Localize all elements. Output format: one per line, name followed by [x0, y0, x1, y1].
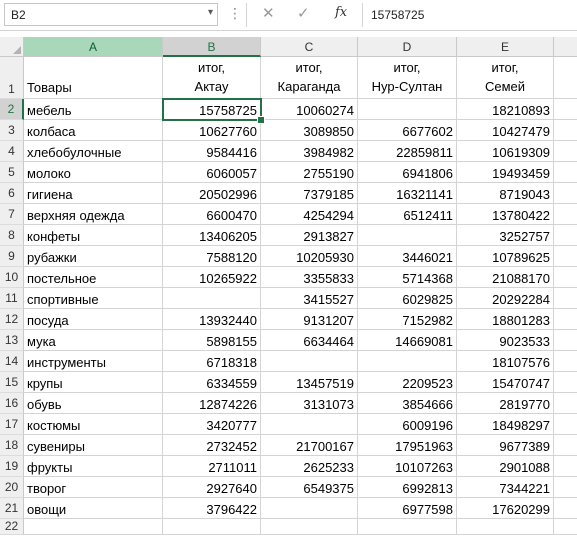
cell-f11[interactable] — [554, 288, 577, 309]
cell-value: 10619309 — [492, 145, 550, 160]
cell-value: сувениры — [27, 439, 86, 454]
chevron-down-icon[interactable]: ▾ — [207, 7, 213, 18]
cell-text-line1: итог, — [295, 60, 323, 75]
cell-b10[interactable] — [163, 267, 261, 288]
cell-c18[interactable] — [261, 435, 358, 456]
cell-d9[interactable] — [358, 246, 457, 267]
cell-e21[interactable] — [457, 498, 554, 519]
cell-value: 13457519 — [296, 376, 354, 391]
cell-value: 10265922 — [199, 271, 257, 286]
cell-c1[interactable] — [261, 57, 358, 99]
cell-e13[interactable] — [457, 330, 554, 351]
cell-d19[interactable] — [358, 456, 457, 477]
cell-e10[interactable] — [457, 267, 554, 288]
cell-value: 10107263 — [395, 460, 453, 475]
cell-e22[interactable] — [457, 519, 554, 535]
cell-c4[interactable] — [261, 141, 358, 162]
cell-b12[interactable] — [163, 309, 261, 330]
cell-d10[interactable] — [358, 267, 457, 288]
cell-value: 6334559 — [206, 376, 257, 391]
cell-e1[interactable] — [457, 57, 554, 99]
cell-value: крупы — [27, 376, 63, 391]
cell-e14[interactable] — [457, 351, 554, 372]
cell-value: 2755190 — [303, 166, 354, 181]
cell-text-line2: Нур-Султан — [371, 79, 443, 94]
cell-value: 6600470 — [206, 208, 257, 223]
cell-d12[interactable] — [358, 309, 457, 330]
cell-b1[interactable] — [163, 57, 261, 99]
cell-value: 6718318 — [206, 355, 257, 370]
cell-c17[interactable] — [261, 414, 358, 435]
select-all-corner[interactable] — [0, 37, 24, 57]
row-header[interactable]: 21 — [0, 498, 24, 519]
cell-value: 21700167 — [296, 439, 354, 454]
cell-value: 15470747 — [492, 376, 550, 391]
confirm-icon[interactable]: ✓ — [297, 5, 310, 22]
cell-value: постельное — [27, 271, 97, 286]
cell-a9[interactable] — [24, 246, 163, 267]
cell-value: гигиена — [27, 187, 73, 202]
cell-f1[interactable] — [554, 57, 577, 99]
cell-value: 18498297 — [492, 418, 550, 433]
cell-value: мука — [27, 334, 56, 349]
cell-text-line1: итог, — [393, 60, 421, 75]
cell-e16[interactable] — [457, 393, 554, 414]
cell-b6[interactable] — [163, 183, 261, 204]
cell-d14[interactable] — [358, 351, 457, 372]
cell-a3[interactable] — [24, 120, 163, 141]
cell-value: 9131207 — [303, 313, 354, 328]
cell-a14[interactable] — [24, 351, 163, 372]
cell-d21[interactable] — [358, 498, 457, 519]
cell-text-line1: итог, — [197, 60, 226, 75]
cell-value: 3355833 — [303, 271, 354, 286]
cell-b8[interactable] — [163, 225, 261, 246]
cell-f15[interactable] — [554, 372, 577, 393]
cell-value: рубажки — [27, 250, 77, 265]
cell-a10[interactable] — [24, 267, 163, 288]
cell-a8[interactable] — [24, 225, 163, 246]
cell-c6[interactable] — [261, 183, 358, 204]
cell-value: обувь — [27, 397, 62, 412]
cell-f3[interactable] — [554, 120, 577, 141]
row-header[interactable]: 3 — [0, 120, 24, 141]
cell-value: 5714368 — [402, 271, 453, 286]
cell-value: 13406205 — [199, 229, 257, 244]
cell-e7[interactable] — [457, 204, 554, 225]
cell-c2[interactable] — [261, 99, 358, 120]
cell-value: 6060057 — [206, 166, 257, 181]
cell-d22[interactable] — [358, 519, 457, 535]
row-header[interactable]: 19 — [0, 456, 24, 477]
cell-e20[interactable] — [457, 477, 554, 498]
cell-e8[interactable] — [457, 225, 554, 246]
cell-value: 5898155 — [206, 334, 257, 349]
cell-value: 10205930 — [296, 250, 354, 265]
cell-f13[interactable] — [554, 330, 577, 351]
cell-value: 21088170 — [492, 271, 550, 286]
cell-a7[interactable] — [24, 204, 163, 225]
cell-text-line2: Актау — [194, 79, 229, 94]
row-header[interactable]: 4 — [0, 141, 24, 162]
cell-e9[interactable] — [457, 246, 554, 267]
cell-value: 3131073 — [303, 397, 354, 412]
cell-value: 10627760 — [199, 124, 257, 139]
cell-value: верхняя одежда — [27, 208, 125, 223]
cell-value: 18107576 — [492, 355, 550, 370]
cell-value: 6977598 — [402, 502, 453, 517]
cell-f6[interactable] — [554, 183, 577, 204]
cell-value: колбаса — [27, 124, 76, 139]
row-header[interactable]: 7 — [0, 204, 24, 225]
cell-f20[interactable] — [554, 477, 577, 498]
cell-value: 7379185 — [303, 187, 354, 202]
cell-d11[interactable] — [358, 288, 457, 309]
cell-d4[interactable] — [358, 141, 457, 162]
cell-f16[interactable] — [554, 393, 577, 414]
cell-c15[interactable] — [261, 372, 358, 393]
name-box[interactable] — [4, 3, 218, 26]
cell-d18[interactable] — [358, 435, 457, 456]
cell-value: 17620299 — [492, 502, 550, 517]
cell-d17[interactable] — [358, 414, 457, 435]
cell-c3[interactable] — [261, 120, 358, 141]
cell-f2[interactable] — [554, 99, 577, 120]
cell-value: 9023533 — [499, 334, 550, 349]
cell-c14[interactable] — [261, 351, 358, 372]
cell-value: 9584416 — [206, 145, 257, 160]
cell-value: 3446021 — [402, 250, 453, 265]
row-header[interactable]: 2 — [0, 99, 24, 120]
cell-value: 10060274 — [296, 103, 354, 118]
row-header[interactable]: 12 — [0, 309, 24, 330]
cell-value: 6941806 — [402, 166, 453, 181]
cell-value: 4254294 — [303, 208, 354, 223]
cell-b19[interactable] — [163, 456, 261, 477]
cell-c9[interactable] — [261, 246, 358, 267]
cell-value: 13932440 — [199, 313, 257, 328]
cell-c5[interactable] — [261, 162, 358, 183]
cell-b9[interactable] — [163, 246, 261, 267]
cell-value: 2927640 — [206, 481, 257, 496]
cell-a12[interactable] — [24, 309, 163, 330]
cell-value: 3252757 — [499, 229, 550, 244]
cell-c19[interactable] — [261, 456, 358, 477]
row-header[interactable]: 18 — [0, 435, 24, 456]
row-header[interactable]: 6 — [0, 183, 24, 204]
cell-value: 20292284 — [492, 292, 550, 307]
cell-value: 2209523 — [402, 376, 453, 391]
cell-value: 12874226 — [199, 397, 257, 412]
cell-f12[interactable] — [554, 309, 577, 330]
cell-value: костюмы — [27, 418, 81, 433]
cell-e15[interactable] — [457, 372, 554, 393]
cell-value: 2901088 — [499, 460, 550, 475]
cell-a18[interactable] — [24, 435, 163, 456]
fill-handle[interactable] — [257, 116, 265, 124]
cell-d6[interactable] — [358, 183, 457, 204]
cell-value: 6009196 — [402, 418, 453, 433]
cell-a11[interactable] — [24, 288, 163, 309]
row-header[interactable]: 1 — [0, 57, 24, 99]
row-header[interactable]: 15 — [0, 372, 24, 393]
cell-b17[interactable] — [163, 414, 261, 435]
row-header[interactable]: 9 — [0, 246, 24, 267]
cell-e18[interactable] — [457, 435, 554, 456]
row-header[interactable]: 8 — [0, 225, 24, 246]
cell-f19[interactable] — [554, 456, 577, 477]
cell-value: 3420777 — [206, 418, 257, 433]
cell-b14[interactable] — [163, 351, 261, 372]
cancel-icon[interactable]: ✕ — [262, 5, 275, 22]
cell-b2[interactable] — [163, 99, 261, 120]
cell-d16[interactable] — [358, 393, 457, 414]
cell-c8[interactable] — [261, 225, 358, 246]
cell-value: 2819770 — [499, 397, 550, 412]
cell-f14[interactable] — [554, 351, 577, 372]
cell-value: 16321141 — [396, 187, 453, 202]
cell-value: 6549375 — [303, 481, 354, 496]
row-header[interactable]: 11 — [0, 288, 24, 309]
row-header[interactable]: 17 — [0, 414, 24, 435]
name-box-value: B2 — [11, 8, 26, 22]
row-header[interactable]: 13 — [0, 330, 24, 351]
select-all-icon — [13, 46, 21, 54]
cell-value: 6512411 — [403, 208, 453, 223]
row-header[interactable]: 22 — [0, 519, 24, 535]
cell-value: 2732452 — [206, 439, 257, 454]
cell-a22[interactable] — [24, 519, 163, 535]
cell-c12[interactable] — [261, 309, 358, 330]
cell-value: 3089850 — [303, 124, 354, 139]
cell-e19[interactable] — [457, 456, 554, 477]
divider — [246, 3, 247, 27]
cell-a20[interactable] — [24, 477, 163, 498]
row-header[interactable]: 5 — [0, 162, 24, 183]
cell-b18[interactable] — [163, 435, 261, 456]
cell-value: 3415527 — [303, 292, 354, 307]
cell-a4[interactable] — [24, 141, 163, 162]
more-options-icon[interactable]: ⋮ — [228, 5, 241, 21]
cell-value: 10427479 — [492, 124, 550, 139]
divider — [362, 3, 363, 27]
cell-c7[interactable] — [261, 204, 358, 225]
cell-f8[interactable] — [554, 225, 577, 246]
cell-value: 17951963 — [395, 439, 453, 454]
column-header-c[interactable]: C — [261, 37, 358, 57]
cell-value: 15758725 — [199, 103, 257, 118]
cell-value: 18801283 — [492, 313, 550, 328]
cell-f7[interactable] — [554, 204, 577, 225]
cell-value: 7344221 — [499, 481, 550, 496]
cell-text-line1: итог, — [491, 60, 519, 75]
cell-value: 7588120 — [206, 250, 257, 265]
cell-e3[interactable] — [457, 120, 554, 141]
cell-f4[interactable] — [554, 141, 577, 162]
cell-value: мебель — [27, 103, 72, 118]
cell-value: спортивные — [27, 292, 99, 307]
cell-c21[interactable] — [261, 498, 358, 519]
cell-d2[interactable] — [358, 99, 457, 120]
cell-d13[interactable] — [358, 330, 457, 351]
cell-value: молоко — [27, 166, 71, 181]
cell-value: 3984982 — [303, 145, 354, 160]
cell-a2[interactable] — [24, 99, 163, 120]
cell-value: 2711011 — [208, 460, 257, 475]
cell-a16[interactable] — [24, 393, 163, 414]
cell-b3[interactable] — [163, 120, 261, 141]
cell-b5[interactable] — [163, 162, 261, 183]
cell-value: 19493459 — [492, 166, 550, 181]
cell-e4[interactable] — [457, 141, 554, 162]
cell-c16[interactable] — [261, 393, 358, 414]
cell-d5[interactable] — [358, 162, 457, 183]
cell-f10[interactable] — [554, 267, 577, 288]
cell-value: 6029825 — [402, 292, 453, 307]
cell-b7[interactable] — [163, 204, 261, 225]
cell-b11[interactable] — [163, 288, 261, 309]
cell-value: 20502996 — [199, 187, 257, 202]
cell-e6[interactable] — [457, 183, 554, 204]
cell-c11[interactable] — [261, 288, 358, 309]
cell-f22[interactable] — [554, 519, 577, 535]
cell-value: овощи — [27, 502, 67, 517]
cell-value: инструменты — [27, 355, 106, 370]
cell-e5[interactable] — [457, 162, 554, 183]
cell-c20[interactable] — [261, 477, 358, 498]
formula-bar — [0, 0, 577, 31]
cell-text-line2: Семей — [484, 79, 526, 94]
cell-e17[interactable] — [457, 414, 554, 435]
cell-value: 3854666 — [402, 397, 453, 412]
cell-f17[interactable] — [554, 414, 577, 435]
column-header-b[interactable]: B — [163, 37, 261, 57]
row-header[interactable]: 20 — [0, 477, 24, 498]
cell-b15[interactable] — [163, 372, 261, 393]
cell-value: 2913827 — [303, 229, 354, 244]
cell-d8[interactable] — [358, 225, 457, 246]
cell-b16[interactable] — [163, 393, 261, 414]
row-header[interactable]: 16 — [0, 393, 24, 414]
cell-text-line2: Караганда — [277, 79, 341, 94]
cell-c22[interactable] — [261, 519, 358, 535]
cell-f9[interactable] — [554, 246, 577, 267]
cell-a5[interactable] — [24, 162, 163, 183]
cell-b21[interactable] — [163, 498, 261, 519]
cell-a1[interactable] — [24, 57, 163, 99]
row-header[interactable]: 14 — [0, 351, 24, 372]
cell-e11[interactable] — [457, 288, 554, 309]
cell-f18[interactable] — [554, 435, 577, 456]
cell-c10[interactable] — [261, 267, 358, 288]
cell-value: 2625233 — [303, 460, 354, 475]
cell-value: 7152982 — [402, 313, 453, 328]
row-header[interactable]: 10 — [0, 267, 24, 288]
cell-e2[interactable] — [457, 99, 554, 120]
cell-value: 9677389 — [499, 439, 550, 454]
cell-d20[interactable] — [358, 477, 457, 498]
column-header-e[interactable]: E — [457, 37, 554, 57]
cell-value: конфеты — [27, 229, 81, 244]
cell-value: 6992813 — [402, 481, 453, 496]
cell-d15[interactable] — [358, 372, 457, 393]
formula-value: 15758725 — [371, 8, 425, 22]
cell-f5[interactable] — [554, 162, 577, 183]
cell-a17[interactable] — [24, 414, 163, 435]
cell-value: хлебобулочные — [27, 145, 122, 160]
cell-a13[interactable] — [24, 330, 163, 351]
cell-b13[interactable] — [163, 330, 261, 351]
cell-value: фрукты — [27, 460, 73, 475]
formula-input[interactable] — [365, 3, 577, 27]
cell-d1[interactable] — [358, 57, 457, 99]
cell-a19[interactable] — [24, 456, 163, 477]
cell-a15[interactable] — [24, 372, 163, 393]
cell-value: 3796422 — [206, 502, 257, 517]
cell-b20[interactable] — [163, 477, 261, 498]
cell-b22[interactable] — [163, 519, 261, 535]
cell-b4[interactable] — [163, 141, 261, 162]
insert-function-icon[interactable]: fx — [335, 5, 348, 20]
cell-value: посуда — [27, 313, 69, 328]
cell-d3[interactable] — [358, 120, 457, 141]
cell-value: 18210893 — [492, 103, 550, 118]
cell-a21[interactable] — [24, 498, 163, 519]
cell-value: творог — [27, 481, 67, 496]
cell-d7[interactable] — [358, 204, 457, 225]
cell-value: 22859811 — [396, 145, 453, 160]
cell-e12[interactable] — [457, 309, 554, 330]
column-header-d[interactable]: D — [358, 37, 457, 57]
cell-value: 13780422 — [492, 208, 550, 223]
cell-a6[interactable] — [24, 183, 163, 204]
cell-text: Товары — [27, 80, 72, 95]
column-header-a[interactable]: A — [24, 37, 163, 57]
cell-value: 6677602 — [402, 124, 453, 139]
cell-value: 6634464 — [303, 334, 354, 349]
cell-value: 10789625 — [492, 250, 550, 265]
cell-c13[interactable] — [261, 330, 358, 351]
column-header-f[interactable] — [554, 37, 577, 57]
cell-value: 8719043 — [499, 187, 550, 202]
cell-f21[interactable] — [554, 498, 577, 519]
cell-value: 14669081 — [395, 334, 453, 349]
